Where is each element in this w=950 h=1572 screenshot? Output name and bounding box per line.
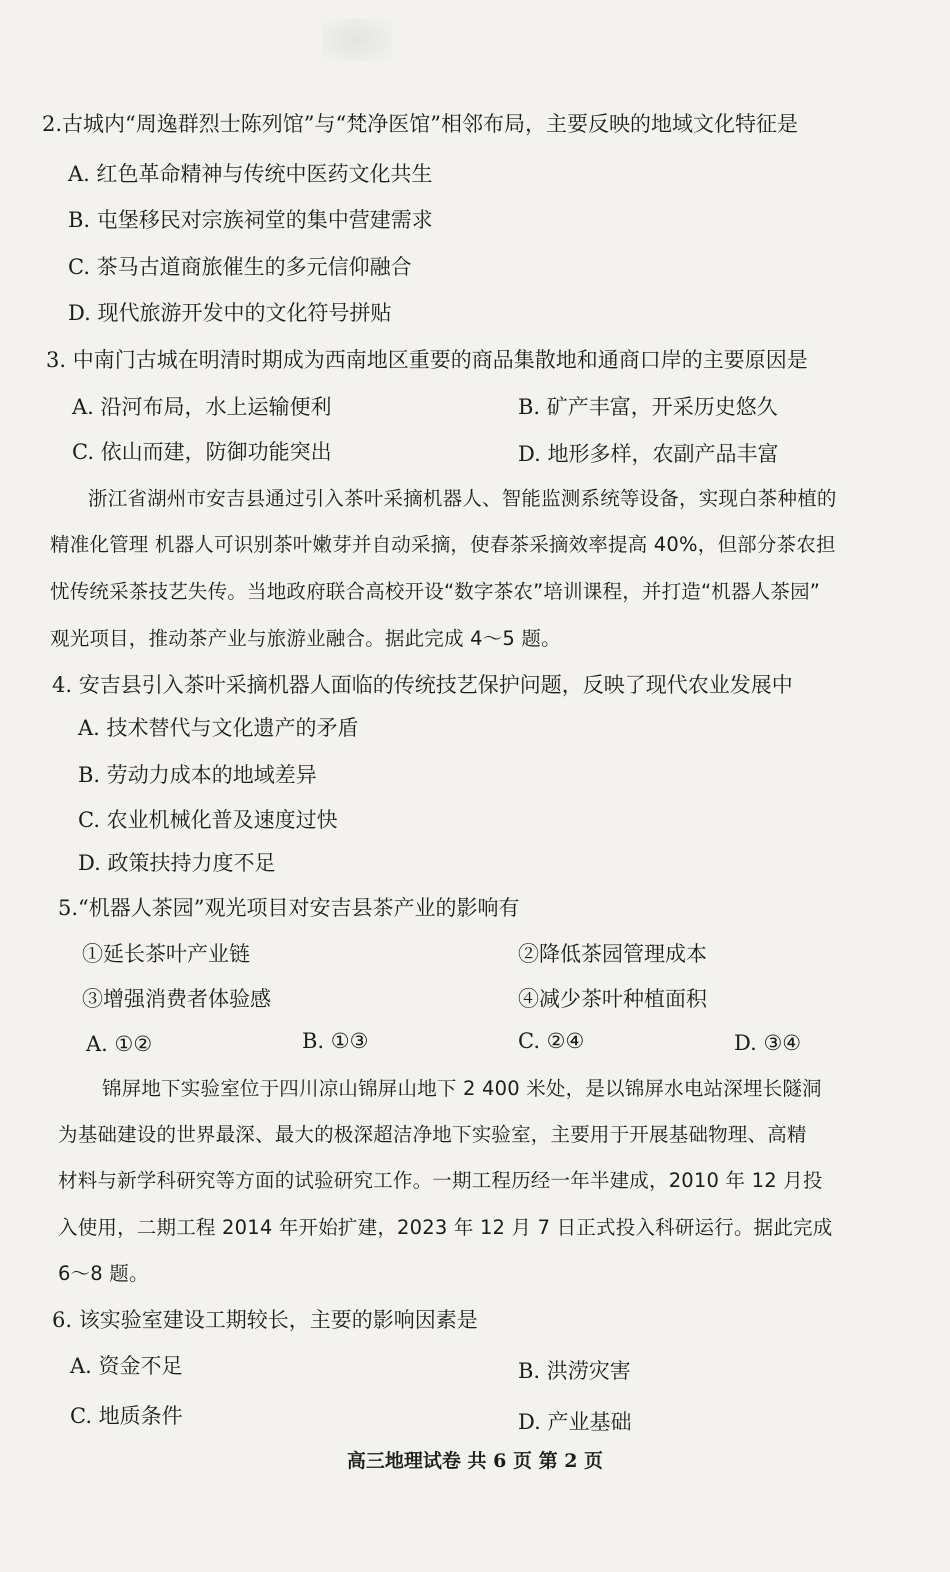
passage-2-line-3: 材料与新学科研究等方面的试验研究工作。一期工程历经一年半建成，2010 年 12 月投: [58, 1169, 823, 1192]
question-4-option-c: C. 农业机械化普及速度过快: [78, 808, 338, 832]
question-4-option-d: D. 政策扶持力度不足: [78, 851, 276, 875]
question-2-option-b: B. 屯堡移民对宗族祠堂的集中营建需求: [68, 208, 433, 232]
question-5-option-d: D. ③④: [734, 1031, 802, 1055]
passage-2-line-2: 为基础建设的世界最深、最大的极深超洁净地下实验室，主要用于开展基础物理、高精: [58, 1123, 807, 1146]
question-2-option-d: D. 现代旅游开发中的文化符号拼贴: [68, 301, 392, 325]
passage-2-line-1: 锦屏地下实验室位于四川凉山锦屏山地下 2 400 米处，是以锦屏水电站深埋长隧洞: [102, 1077, 822, 1100]
passage-1-line-3: 忧传统采茶技艺失传。当地政府联合高校开设“数字茶农”培训课程，并打造“机器人茶园”: [50, 580, 821, 603]
passage-1-line-1: 浙江省湖州市安吉县通过引入茶叶采摘机器人、智能监测系统等设备，实现白茶种植的: [88, 487, 837, 510]
question-5-item-1: ①延长茶叶产业链: [82, 942, 250, 966]
question-2-stem: 2.古城内“周逸群烈士陈列馆”与“梵净医馆”相邻布局，主要反映的地域文化特征是: [42, 112, 798, 136]
question-6-option-d: D. 产业基础: [518, 1410, 632, 1434]
question-5-stem: 5.“机器人茶园”观光项目对安吉县茶产业的影响有: [58, 896, 520, 920]
page-smudge: [322, 18, 392, 62]
question-6-option-c: C. 地质条件: [70, 1404, 183, 1428]
question-4-option-b: B. 劳动力成本的地域差异: [78, 763, 317, 787]
page-footer: 高三地理试卷 共 6 页 第 2 页: [346, 1450, 604, 1472]
question-4-stem: 4. 安吉县引入茶叶采摘机器人面临的传统技艺保护问题，反映了现代农业发展中: [52, 673, 793, 697]
passage-1-line-4: 观光项目，推动茶产业与旅游业融合。据此完成 4～5 题。: [50, 627, 561, 650]
question-6-stem: 6. 该实验室建设工期较长，主要的影响因素是: [52, 1308, 478, 1332]
question-5-item-2: ②降低茶园管理成本: [518, 942, 707, 966]
question-2-option-a: A. 红色革命精神与传统中医药文化共生: [68, 162, 433, 186]
question-3-option-d: D. 地形多样，农副产品丰富: [518, 442, 779, 466]
question-3-option-c: C. 依山而建，防御功能突出: [72, 440, 332, 464]
question-6-option-b: B. 洪涝灾害: [518, 1359, 631, 1383]
question-5-option-a: A. ①②: [86, 1032, 153, 1056]
question-4-option-a: A. 技术替代与文化遗产的矛盾: [78, 716, 359, 740]
question-2-option-c: C. 茶马古道商旅催生的多元信仰融合: [68, 255, 412, 279]
question-5-item-4: ④减少茶叶种植面积: [518, 987, 707, 1011]
question-5-option-b: B. ①③: [302, 1029, 369, 1053]
passage-1-line-2: 精准化管理 机器人可识别茶叶嫩芽并自动采摘，使春茶采摘效率提高 40%，但部分茶农担: [50, 533, 836, 556]
question-3-option-b: B. 矿产丰富，开采历史悠久: [518, 395, 778, 419]
passage-2-line-4: 入使用，二期工程 2014 年开始扩建，2023 年 12 月 7 日正式投入科研运行。据此完成: [58, 1216, 833, 1239]
question-6-option-a: A. 资金不足: [70, 1354, 183, 1378]
question-5-option-c: C. ②④: [518, 1029, 585, 1053]
question-5-item-3: ③增强消费者体验感: [82, 987, 271, 1011]
question-3-option-a: A. 沿河布局，水上运输便利: [72, 395, 332, 419]
passage-2-line-5: 6～8 题。: [58, 1262, 149, 1285]
question-3-stem: 3. 中南门古城在明清时期成为西南地区重要的商品集散地和通商口岸的主要原因是: [46, 348, 808, 372]
